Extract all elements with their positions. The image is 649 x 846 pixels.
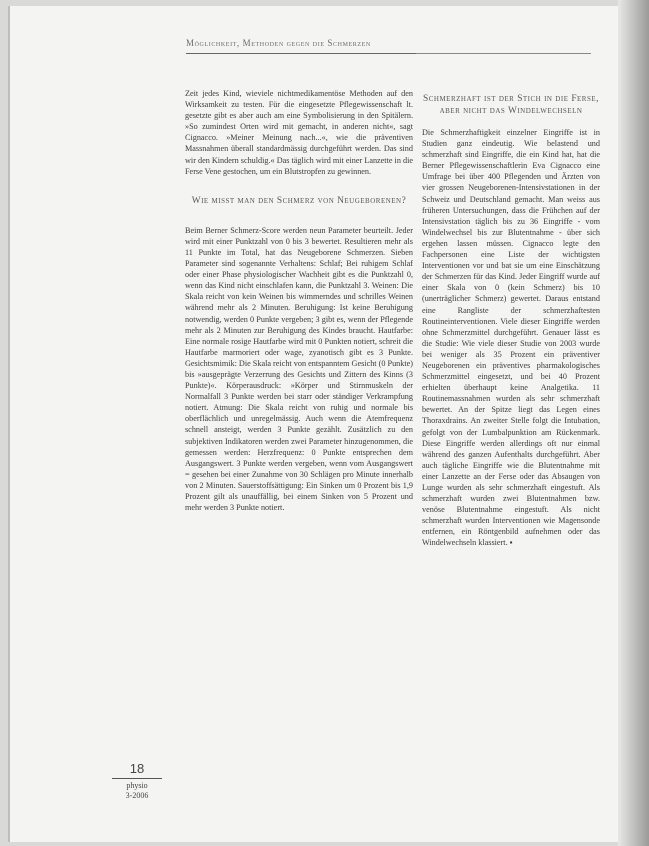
- paragraph-survey: [422, 127, 600, 549]
- paragraph-intro: Zeit jedes Kind, wieviele nichtmedikamentöse Methoden auf den Wirksamkeit zu testen. Für die eingesetzte Pflegewissenschaft lt. gesetzte gibt es aber auch am eine Symbolisierung in den Spitälern. »So zumindest Orten wird mit gemacht, in anderen nicht«, sagt Cignacco. »Meiner Meinung nach...«, wie die präventiven Massnahmen überall standardmässig durchgeführt werden. Das sind wir den Kindern schuldig.« Das täglich wird mit einer Lanzette in die Ferse Vene gestochen, um ein Blutstropfen zu gewinnen.: [185, 89, 413, 176]
- magazine-name: physio: [126, 781, 148, 790]
- subheading-pain-measurement: Wie misst man den Schmerz von Neugeborenen?: [191, 195, 407, 206]
- subheading-heel-stick: Schmerzhaft ist der Stich in die Ferse, aber nicht das Windelwechseln: [423, 94, 599, 116]
- page-number: 18: [129, 761, 145, 776]
- header-rule: [186, 53, 416, 54]
- running-header: Möglichkeit, Methoden gegen die Schmerzen: [186, 38, 371, 48]
- page-footer: [112, 762, 162, 801]
- left-column: [185, 88, 413, 778]
- issue-number: 3-2006: [125, 791, 149, 800]
- paragraph-berner-score: Beim Berner Schmerz-Score werden neun Parameter beurteilt. Jeder wird mit einer Punktzahl von 0 bis 3 bewertet. Resultieren mehr als 11 Punkte im Total, hat das Neugeborene Schmerzen. Sieben Parameter sind sogenannte Verhaltens: Schlaf; Bei ruhigem Schlaf oder einer Phase physiologischer Wachheit gibt es die Punktzahl 0, wenn das Kind nicht einschlafen kann, die Punktzahl 3. Weinen: Die Skala reicht von kein Weinen bis wimmerndes und schrilles Weinen während mehr als 2 Minuten. Beruhigung: Ist keine Beruhigung notwendig, werden 0 Punkte vergeben; 3 gibt es, wenn der Pflegende mehr als 2 Minuten zur Beruhigung des Kindes braucht. Hautfarbe: Eine normale rosige Hautfarbe wird mit 0 Punkten notiert, schreit die Hautfarbe marmoriert oder wage, zyanotisch gibt es 3 Punkte. Gesichtsmimik: Die Skala reicht von entspanntem Gesicht (0 Punkte) bis »ausgeprägte Verzerrung des Gesichts und Zittern des Kinns (3 Punkte)«. Körperausdruck: »Körper und Stirnmuskeln der Normalfall 3 Punkte werden bei starr oder ständiger Verkrampfung notiert. Atmung: Die Skala reicht von ruhig und normale bis oberflächlich und unregelmässig. Auch wenn die Atemfrequenz schnell ansteigt, werden 3 Punkte gezählt. Zusätzlich zu den subjektiven Indikatoren werden zwei Parameter hinzugenommen, die gemessen werden: Herzfrequenz: 0 Punkte entsprechen dem Ausgangswert. 3 Punkte werden vergeben, wenn vom Ausgangswert = gesehen bei einer Zunahme von 30 Schlägen pro Minute innerhalb von 2 Minuten. Sauerstoffsättigung: Ein Sinken um 0 Prozent bis 1,9 Prozent gilt als unauffällig, bei einem Sinken von 5 Prozent und mehr werden 3 Punkte notiert.: [185, 225, 413, 513]
- right-column: [422, 93, 600, 753]
- footer-rule: [112, 778, 162, 779]
- binding-shadow: [618, 0, 649, 846]
- header-rule-right: [416, 53, 591, 54]
- scan-edge: [8, 6, 10, 842]
- end-mark: ▪: [509, 538, 513, 548]
- paragraph-survey-text: Die Schmerzhaftigkeit einzelner Eingriffe ist in Studien ganz eindeutig. Wie belastend und schmerzhaft sind Eingriffe, die ein Kind hat, hat die Berner Pflegewissenschaftlerin Eva Cignacco eine Umfrage bei über 400 Pflegenden und Ärzten von vier grossen Neugeborenen-Intensivstationen in der Schweiz und Deutschland gemacht. Man weiss aus früheren Untersuchungen, dass die Frühchen auf der Intensivstation täglich bis zu 36 Eingriffe - vom Windelwechsel bis zur Blutentnahme - über sich ergehen lassen müssen. Cignacco legte den Fachpersonen eine Liste der wichtigsten Interventionen vor und bat sie um eine Einschätzung der Schmerzen für das Kind. Jeder Eingriff wurde auf einer Skala von 0 (kein Schmerz) bis 10 (unerträglicher Schmerz) gewertet. Daraus entstand eine Rangliste der schmerzhaftesten Routineinterventionen. Viele dieser Eingriffe werden ohne Schmerzmittel durchgeführt. Genauer lässt es die Studie: Wie viele dieser Studie von 2003 wurde bei weniger als 35 Prozent ein präventiver Neugeborenen ein präventives pharmakologisches Schmerzmittel eingesetzt, und bei 40 Prozent erhielten überhaupt keine Analgetika. 11 Routinemassnahmen wurden als sehr schmerzhaft bewertet. An der Spitze liegt das Legen eines Thoraxdrains. An zweiter Stelle folgt die Intubation, gefolgt von der Lumbalpunktion am Rückenmark. Diese Eingriffe werden allerdings oft nur einmal während des ganzen Aufenthalts durchgeführt. Aber auch tägliche Eingriffe wie die Blutentnahme mit einer Lanzette an der Ferse oder das Absaugen von Lunge wurden als sehr schmerzhaft eingestuft. Als schmerzhaft wurden zwei Blutentnahmen bzw. venöse Blutentnahme eingestuft. Als nicht schmerzhaft wurden Interventionen wie Magensonde entfernen, ein Röntgenbild aufnehmen oder das Windelwechseln klassiert.: [422, 128, 600, 548]
